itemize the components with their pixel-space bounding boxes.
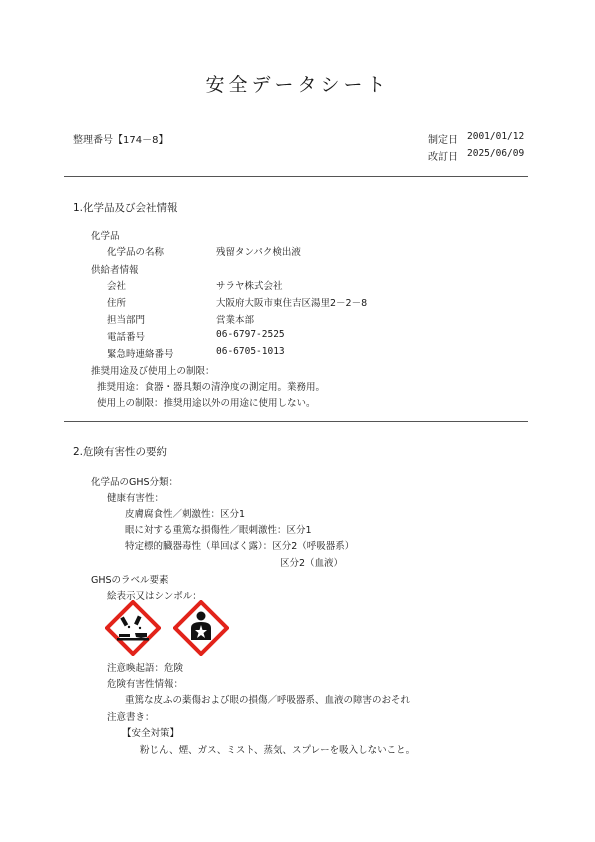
classification-item: 皮膚腐食性／刺激性：区分1 — [125, 509, 246, 520]
use-restriction: 使用上の制限：推奨用途以外の用途に使用しない。 — [97, 398, 316, 409]
corrosion-pictogram-icon — [105, 600, 161, 656]
chemical-group-label: 化学品 — [91, 231, 120, 242]
use-heading: 推奨用途及び使用上の制限： — [91, 366, 215, 377]
classification-item: 特定標的臓器毒性（単回ばく露）：区分2（呼吸器系） — [125, 541, 355, 552]
ghs-classification-label: 化学品のGHS分類： — [91, 477, 179, 488]
revised-date-label: 改訂日 — [428, 152, 458, 163]
section1-heading: 1.化学品及び会社情報 — [73, 202, 178, 214]
company-value: サラヤ株式会社 — [216, 281, 283, 292]
created-date-label: 制定日 — [428, 135, 458, 146]
chemical-name-value: 残留タンパク検出液 — [216, 247, 301, 258]
classification-item: 眼に対する重篤な損傷性／眼刺激性：区分1 — [125, 525, 312, 536]
phone-label: 電話番号 — [107, 332, 146, 343]
address-value: 大阪府大阪市東住吉区湯里2－2－8 — [216, 298, 368, 309]
health-hazard-pictogram-icon — [173, 600, 229, 656]
divider — [64, 176, 528, 177]
department-label: 担当部門 — [107, 315, 146, 326]
safety-heading: 【安全対策】 — [122, 728, 180, 739]
classification-item: 区分2（血液） — [280, 558, 344, 569]
document-title: 安全データシート — [205, 74, 390, 96]
pictogram-label: 絵表示又はシンボル： — [107, 591, 202, 602]
hazard-statement: 重篤な皮ふの薬傷および眼の損傷／呼吸器系、血液の障害のおそれ — [125, 695, 411, 706]
label-elements-heading: GHSのラベル要素 — [91, 575, 169, 586]
emergency-phone-value: 06-6705-1013 — [216, 346, 285, 357]
hazard-info-label: 危険有害性情報： — [107, 679, 184, 690]
safety-statement: 粉じん、煙、ガス、ミスト、蒸気、スプレーを吸入しないこと。 — [140, 745, 416, 756]
address-label: 住所 — [107, 298, 127, 309]
revised-date-value: 2025/06/09 — [467, 148, 525, 159]
phone-value: 06-6797-2525 — [216, 329, 285, 340]
department-value: 営業本部 — [216, 315, 255, 326]
emergency-phone-label: 緊急時連絡番号 — [107, 349, 174, 360]
health-hazard-label: 健康有害性： — [107, 493, 165, 504]
signal-word: 注意喚起語：危険 — [107, 663, 184, 674]
created-date-value: 2001/01/12 — [467, 131, 525, 142]
section2-heading: 2.危険有害性の要約 — [73, 446, 168, 458]
supplier-group-label: 供給者情報 — [91, 265, 139, 276]
company-label: 会社 — [107, 281, 127, 292]
divider — [64, 421, 528, 422]
reference-number: 整理番号【174－8】 — [73, 135, 169, 146]
chemical-name-label: 化学品の名称 — [107, 247, 165, 258]
recommended-use: 推奨用途：食器・器具類の清浄度の測定用。業務用。 — [97, 382, 326, 393]
precaution-label: 注意書き： — [107, 712, 155, 723]
